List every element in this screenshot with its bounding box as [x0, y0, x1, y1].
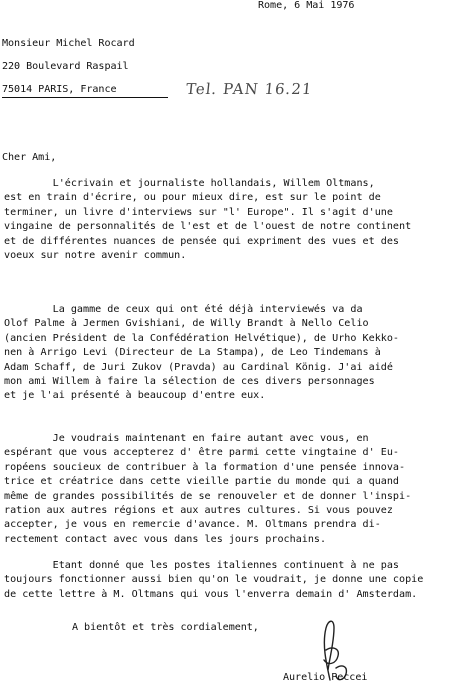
- paragraph-line: rectement contact avec vous dans les jours prochains.: [4, 533, 327, 545]
- paragraph-line: nen à Arrigo Levi (Directeur de La Stampa), de Leo Tindemans à: [4, 347, 381, 359]
- closing-line: A bientôt et très cordialement,: [72, 622, 259, 633]
- paragraph-line: Adam Schaff, de Juri Zukov (Pravda) au Cardinal König. J'ai aidé: [4, 361, 393, 373]
- paragraph-3: [4, 432, 468, 547]
- paragraph-line: même de grandes possibilités de se renouveler et de donner l'inspi-: [4, 490, 412, 502]
- paragraph-line: Olof Palme à Jermen Gvishiani, de Willy Brandt à Nello Celio: [4, 318, 369, 330]
- paragraph-1: [4, 177, 468, 263]
- recipient-street: 220 Boulevard Raspail: [2, 61, 129, 72]
- recipient-name: Monsieur Michel Rocard: [2, 38, 135, 49]
- city-underline: [2, 97, 168, 98]
- signatory-name: Aurelio Peccei: [283, 672, 368, 683]
- greeting: Cher Ami,: [2, 152, 57, 163]
- paragraph-line: vingaine de personnalités de l'est et de l'ouest de notre continent: [4, 221, 412, 233]
- paragraph-line: toujours fonctionner aussi bien qu'on le voudrait, je donne une copie: [4, 574, 424, 586]
- paragraph-line: L'écrivain et journaliste hollandais, Willem Oltmans,: [4, 178, 375, 189]
- paragraph-line: espérant que vous accepterez d' être parmi cette vingtaine d' Eu-: [4, 447, 400, 459]
- paragraph-line: est en train d'écrire, ou pour mieux dire, est sur le point de: [4, 192, 381, 204]
- paragraph-line: et de différentes nuances de pensée qui expriment des vues et des: [4, 235, 400, 247]
- paragraph-line: (ancien Président de la Confédération Helvétique), de Urho Kekko-: [4, 332, 400, 344]
- paragraph-line: de cette lettre à M. Oltmans qui vous l'enverra demain d' Amsterdam.: [4, 588, 418, 600]
- handwritten-phone-note: Tel. PAN 16.21: [185, 80, 314, 98]
- paragraph-line: ropéens soucieux de contribuer à la formation d'une pensée innova-: [4, 461, 406, 473]
- paragraph-4: [4, 559, 468, 602]
- paragraph-line: trice et créatrice dans cette vieille partie du monde qui a quand: [4, 476, 400, 488]
- paragraph-line: Je voudrais maintenant en faire autant avec vous, en: [4, 433, 369, 444]
- paragraph-2: [4, 303, 468, 404]
- paragraph-line: et je l'ai présenté à beaucoup d'entre eux.: [4, 390, 266, 402]
- paragraph-line: terminer, un livre d'interviews sur "l' Europe". Il s'agit d'une: [4, 206, 393, 218]
- paragraph-line: La gamme de ceux qui ont été déjà interviewés va da: [4, 304, 363, 315]
- letter-date: Rome, 6 Mai 1976: [258, 0, 355, 11]
- paragraph-line: voeux sur notre avenir commun.: [4, 249, 187, 261]
- paragraph-line: mon ami Willem à faire la sélection de ces divers personnages: [4, 375, 375, 387]
- paragraph-line: ration aux autres régions et aux autres cultures. Si vous pouvez: [4, 504, 393, 516]
- recipient-city: 75014 PARIS, France: [2, 84, 117, 95]
- paragraph-line: accepter, je vous en remercie d'avance. M. Oltmans prendra di-: [4, 519, 381, 531]
- paragraph-line: Etant donné que les postes italiennes continuent à ne pas: [4, 560, 400, 571]
